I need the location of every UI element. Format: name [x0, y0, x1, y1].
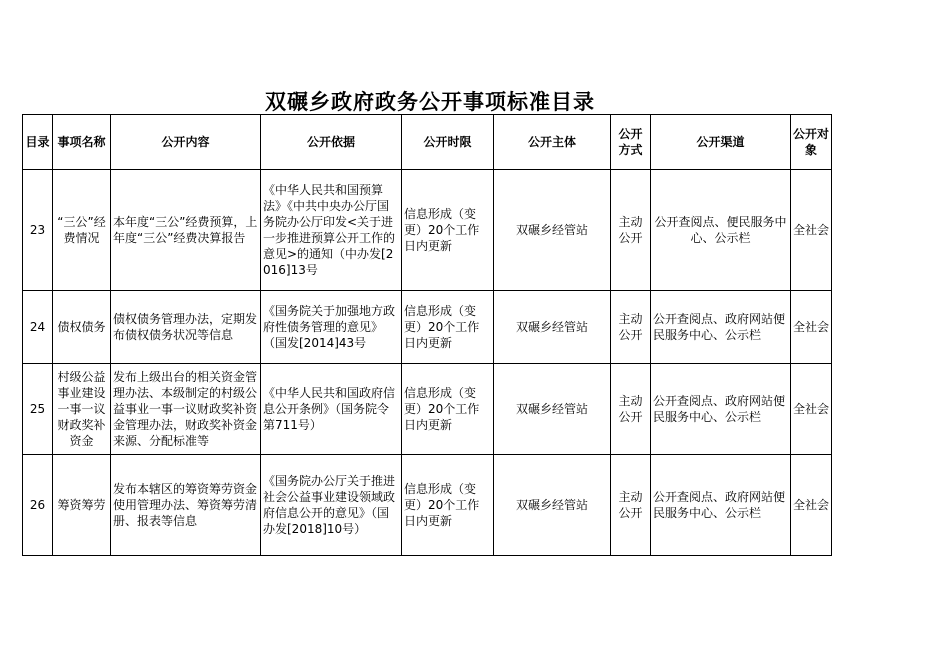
header-deadline: 公开时限: [402, 115, 494, 170]
header-method: 公开方式: [611, 115, 651, 170]
cell-content: 债权债务管理办法，定期发布债权债务状况等信息: [111, 291, 261, 364]
cell-no: 26: [23, 455, 53, 556]
cell-content: [111, 364, 261, 455]
cell-content: 发布本辖区的筹资筹劳资金使用管理办法、筹资筹劳清册、报表等信息: [111, 455, 261, 556]
cell-channel: 公开查阅点、便民服务中心、公示栏: [651, 170, 791, 291]
header-audience: 公开对象: [791, 115, 832, 170]
cell-deadline: 信息形成（变更）20个工作日内更新: [402, 364, 494, 455]
cell-method: 主动公开: [611, 364, 651, 455]
table-row: [23, 455, 832, 556]
cell-channel: 公开查阅点、政府网站便民服务中心、公示栏: [651, 455, 791, 556]
cell-name: 筹资筹劳: [53, 455, 111, 556]
cell-method: 主动公开: [611, 170, 651, 291]
header-row: [23, 115, 832, 170]
cell-basis: 《中华人民共和国预算法》《中共中央办公厅国务院办公厅印发<关于进一步推进预算公开工作的意见>的通知（中办发[2016]13号: [261, 170, 402, 291]
cell-content: 本年度“三公”经费预算，上年度“三公”经费决算报告: [111, 170, 261, 291]
cell-basis: 《中华人民共和国政府信息公开条例》（国务院令第711号）: [261, 364, 402, 455]
cell-basis: 《国务院关于加强地方政府性债务管理的意见》（国发[2014]43号: [261, 291, 402, 364]
cell-content-text: 发布上级出台的相关资金管理办法、本级制定的村级公益事业一事一议财政奖补资金管理办法，财政奖补资金来源、分配标准等: [113, 370, 258, 448]
cell-no: 23: [23, 170, 53, 291]
cell-subject: 双碾乡经管站: [494, 364, 611, 455]
cell-channel: 公开查阅点、政府网站便民服务中心、公示栏: [651, 291, 791, 364]
cell-deadline: 信息形成（变更）20个工作日内更新: [402, 170, 494, 291]
header-channel: 公开渠道: [651, 115, 791, 170]
catalog-table: [22, 114, 832, 556]
cell-subject: 双碾乡经管站: [494, 291, 611, 364]
cell-name: “三公”经费情况: [53, 170, 111, 291]
cell-name: 债权债务: [53, 291, 111, 364]
cell-deadline: 信息形成（变更）20个工作日内更新: [402, 291, 494, 364]
header-subject: 公开主体: [494, 115, 611, 170]
cell-no: 24: [23, 291, 53, 364]
header-content: 公开内容: [111, 115, 261, 170]
cell-audience: 全社会: [791, 364, 832, 455]
cell-subject: 双碾乡经管站: [494, 455, 611, 556]
header-item-name: 事项名称: [53, 115, 111, 170]
cell-audience: 全社会: [791, 291, 832, 364]
cell-basis: 《国务院办公厅关于推进社会公益事业建设领域政府信息公开的意见》（国办发[2018]10号）: [261, 455, 402, 556]
cell-deadline: 信息形成（变更）20个工作日内更新: [402, 455, 494, 556]
page-title: 双碾乡政府政务公开事项标准目录: [265, 90, 595, 114]
cell-no: 25: [23, 364, 53, 455]
cell-channel: 公开查阅点、政府网站便民服务中心、公示栏: [651, 364, 791, 455]
cell-name: 村级公益事业建设一事一议财政奖补资金: [53, 364, 111, 455]
cell-audience: 全社会: [791, 170, 832, 291]
cell-subject: 双碾乡经管站: [494, 170, 611, 291]
cell-method: 主动公开: [611, 455, 651, 556]
table-row: [23, 291, 832, 364]
header-basis: 公开依据: [261, 115, 402, 170]
cell-method: 主动公开: [611, 291, 651, 364]
table-row: [23, 364, 832, 455]
table-row: [23, 170, 832, 291]
header-catalog: 目录: [23, 115, 53, 170]
cell-audience: 全社会: [791, 455, 832, 556]
